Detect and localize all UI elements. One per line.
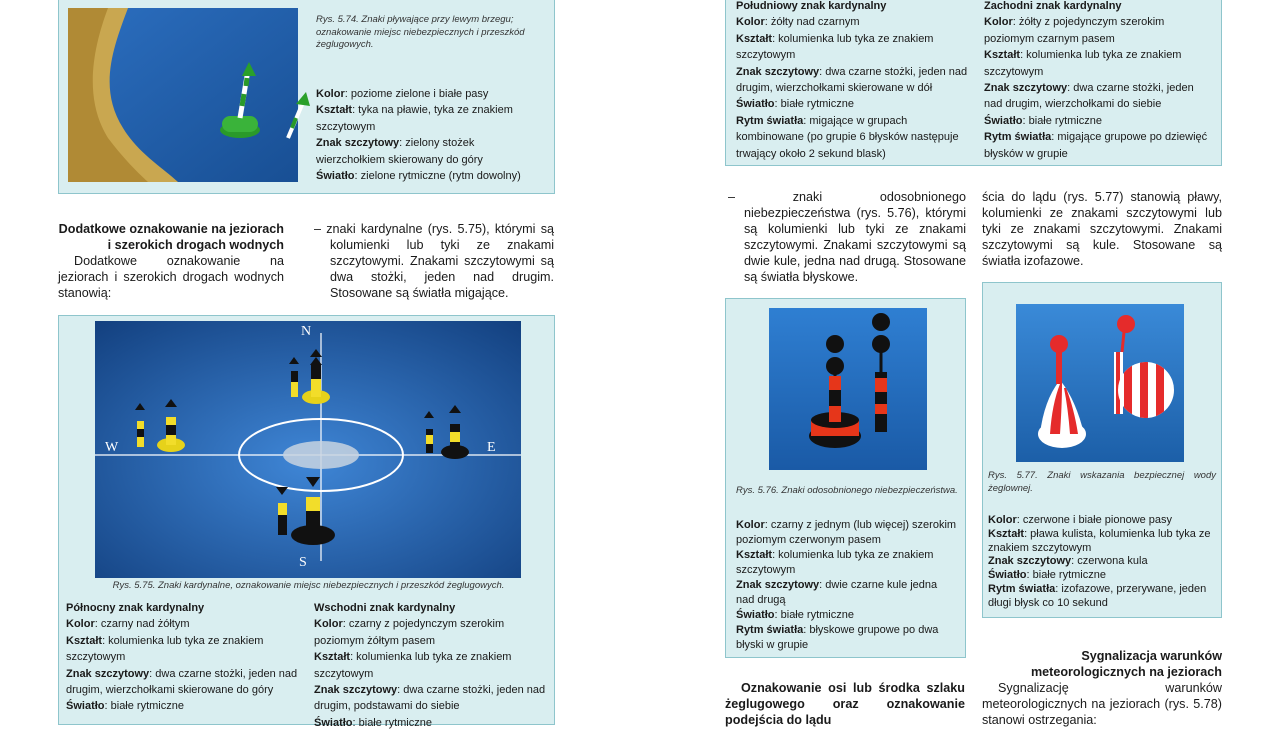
spec-label: Kształt [316, 104, 353, 117]
spec-label: Rytm światła [736, 624, 804, 636]
spec-label: Znak szczytowy [736, 579, 820, 591]
spec-label: Znak szczytowy [984, 82, 1068, 95]
figure-577-photo [1016, 304, 1184, 462]
spec-label: Światło [736, 609, 775, 621]
spec-value: : dwie czarne kule jedna nad drugą [736, 579, 938, 606]
heading-axis-marking [725, 680, 965, 727]
heading-meteo-text: Sygnalizacja warunków meteorologicznych na jeziorach [1030, 649, 1222, 679]
spec-value: : dwa czarne stożki, jeden nad drugim, wierzchołkami skierowane do góry [66, 667, 298, 697]
spec-value: : tyka na pławie, tyka ze znakiem szczytowym [316, 104, 513, 133]
spec-value: : białe rytmiczne [1022, 114, 1102, 127]
spec-value: : czarny z jednym (lub więcej) szerokim poziomym czerwonym pasem [736, 519, 957, 546]
bullet-isolated-danger: – znaki odosobnionego niebezpieczeństwa (rys. 5.76), którymi są kolumienki lub tyki ze znakami szczytowymi. Znakami szczytowymi są dwie kule, jedna nad drugą. Stosowane są światła błyskowe. [728, 190, 966, 284]
spec-label: Rytm światła [736, 114, 804, 127]
spec-value: : białe rytmiczne [104, 700, 184, 713]
figure-574-caption: Rys. 5.74. Znaki pływające przy lewym brzegu; oznakowanie miejsc niebezpiecznych i przeszkód żeglugowych. [316, 14, 525, 50]
spec-value: : poziome zielone i białe pasy [344, 88, 489, 100]
spec-label: Kolor [736, 16, 765, 29]
compass-e: E [487, 440, 496, 455]
spec-value: : dwa czarne stożki, jeden nad drugim, podstawami do siebie [314, 684, 546, 713]
spec-value: : dwa czarne stożki, jeden nad drugim, wierzchołkami do siebie [984, 82, 1194, 111]
right-column-text: ścia do lądu (rys. 5.77) stanowią pławy, kolumienki ze znakami szczytowymi lub tyki ze znakami szczytowymi. Znakami szczytowymi są kule. Stosowane są światła izofazowe. [982, 190, 1222, 268]
figure-576-caption: Rys. 5.76. Znaki odosobnionego niebezpieczeństwa. [736, 485, 958, 496]
spec-value: : czerwone i białe pionowe pasy [1016, 514, 1173, 526]
meteo-text: Sygnalizację warunków meteorologicznych na jeziorach (rys. 5.78) stanowi ostrzegania: [982, 681, 1222, 727]
spec-label: Znak szczytowy [66, 667, 150, 680]
spec-value: : zielony stożek wierzchołkiem skierowany do góry [316, 137, 483, 166]
spec-label: Kształt [314, 651, 351, 664]
spec-label: Światło [316, 170, 355, 183]
spec-label: Kształt [736, 32, 773, 45]
meteo-section [982, 648, 1222, 727]
south-cardinal-specs [736, 0, 970, 162]
spec-label: Kształt [988, 527, 1025, 540]
spec-value: : kolumienka lub tyka ze znakiem szczytowym [984, 49, 1182, 78]
spec-label: Kształt [984, 49, 1021, 62]
spec-value: : kolumienka lub tyka ze znakiem szczytowym [736, 549, 934, 576]
north-cardinal-specs [66, 600, 298, 715]
spec-label: Kolor [984, 16, 1013, 29]
section-heading-additional [58, 221, 284, 301]
compass-n: N [301, 324, 312, 339]
west-cardinal-specs [984, 0, 1212, 162]
spec-value: : kolumienka lub tyka ze znakiem szczytowym [736, 32, 934, 62]
figure-577-caption: Rys. 5.77. Znaki wskazania bezpiecznej wody żeglownej. [988, 470, 1216, 494]
east-title: Wschodni znak kardynalny [314, 602, 456, 614]
spec-label: Kolor [988, 514, 1017, 526]
compass-w: W [105, 440, 119, 455]
spec-value: : migające grupowe po dziewięć błysków w grupie [984, 131, 1208, 160]
spec-label: Kształt [736, 549, 773, 561]
spec-label: Światło [988, 569, 1027, 582]
spec-value: : izofazowe, przerywane, jeden długi błysk co 10 sekund [988, 582, 1207, 609]
spec-value: : dwa czarne stożki, jeden nad drugim, wierzchołkami skierowane w dół [736, 65, 968, 95]
heading-axis-text: Oznakowanie osi lub środka szlaku żeglugowego oraz oznakowanie podejścia do lądu [725, 681, 965, 727]
spec-label: Światło [736, 98, 775, 111]
spec-value: : błyskowe grupowe po dwa błyski w grupie [736, 624, 939, 651]
spec-value: : pława kulista, kolumienka lub tyka ze znakiem szczytowym [988, 527, 1211, 554]
south-title: Południowy znak kardynalny [736, 0, 887, 12]
spec-label: Światło [314, 716, 353, 729]
spec-label: Światło [66, 700, 105, 713]
compass-s: S [299, 555, 307, 570]
spec-label: Kształt [66, 634, 103, 647]
spec-value: : czerwona kula [1071, 555, 1148, 568]
spec-value: : białe rytmiczne [774, 609, 854, 621]
east-cardinal-specs [314, 600, 546, 731]
spec-label: Znak szczytowy [314, 684, 398, 697]
figure-575-caption: Rys. 5.75. Znaki kardynalne, oznakowanie miejsc niebezpiecznych i przeszkód żeglugowych. [112, 580, 505, 591]
spec-label: Znak szczytowy [988, 555, 1072, 568]
spec-value: : żółty z pojedynczym szerokim poziomym czarnym pasem [984, 16, 1165, 45]
spec-value: : żółty nad czarnym [764, 16, 860, 29]
spec-label: Rytm światła [988, 582, 1056, 595]
spec-label: Kolor [314, 618, 343, 631]
spec-label: Kolor [736, 519, 765, 531]
spec-label: Znak szczytowy [316, 137, 400, 150]
figure-575-photo [95, 321, 521, 578]
west-title: Zachodni znak kardynalny [984, 0, 1122, 12]
figure-576-specs [736, 518, 958, 653]
section-heading-text: Dodatkowe oznakowanie na jeziorach i szerokich drogach wodnych [58, 222, 284, 252]
spec-label: Światło [984, 114, 1023, 127]
figure-577-specs [988, 514, 1214, 611]
spec-label: Znak szczytowy [736, 65, 820, 78]
section-intro: Dodatkowe oznakowanie na jeziorach i szerokich drogach wodnych stanowią: [58, 254, 284, 300]
spec-value: : zielone rytmiczne (rytm dowolny) [354, 170, 521, 183]
spec-value: : białe rytmiczne [1026, 569, 1106, 582]
spec-label: Kolor [316, 88, 345, 100]
figure-574-photo [68, 8, 298, 182]
figure-576-photo [769, 308, 927, 470]
spec-label: Rytm światła [984, 131, 1052, 144]
spec-value: : migające w grupach kombinowane (po grupie 6 błysków następuje trwający około 2 sekund blask) [736, 114, 959, 160]
spec-value: : czarny nad żółtym [94, 618, 190, 631]
spec-value: : czarny z pojedynczym szerokim poziomym żółtym pasem [314, 618, 505, 647]
spec-value: : kolumienka lub tyka ze znakiem szczytowym [66, 634, 264, 664]
spec-value: : kolumienka lub tyka ze znakiem szczytowym [314, 651, 512, 680]
figure-574-specs [316, 86, 546, 184]
spec-value: : białe rytmiczne [352, 716, 432, 729]
bullet-cardinal: – znaki kardynalne (rys. 5.75), którymi są kolumienki lub tyki ze znakami szczytowymi. Znakami szczytowymi są dwa stożki, jeden nad drugim. Stosowane są światła migające. [314, 222, 554, 300]
north-title: Północny znak kardynalny [66, 602, 205, 614]
spec-label: Kolor [66, 618, 95, 631]
spec-value: : białe rytmiczne [774, 98, 854, 111]
